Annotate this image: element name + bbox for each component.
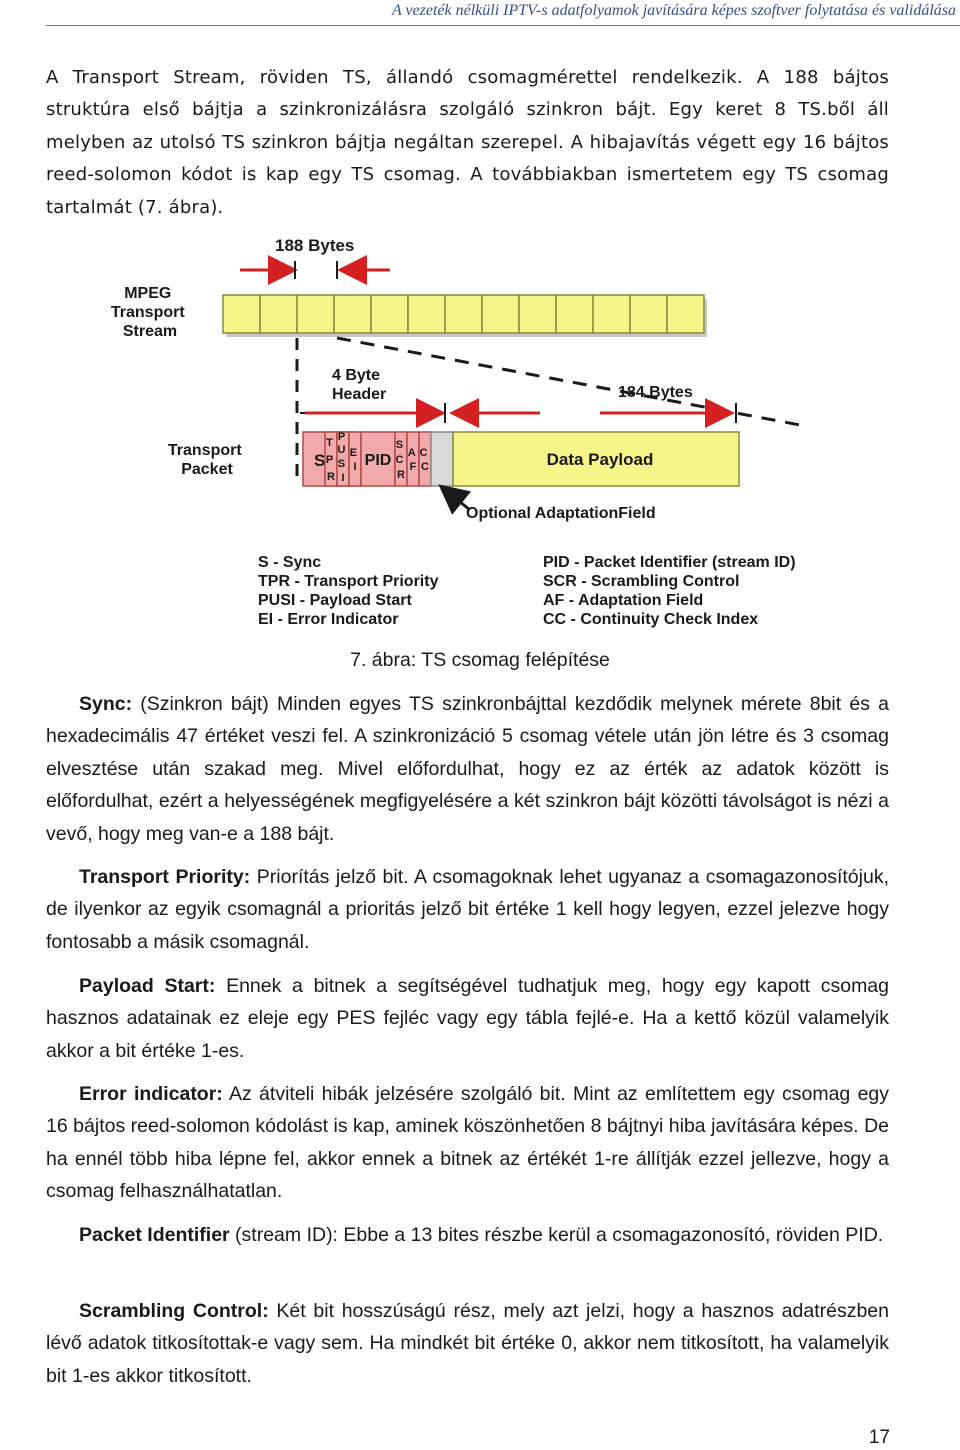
term-transport-priority: Transport Priority:: [79, 866, 251, 888]
stream-cell: [445, 295, 482, 333]
header-rule: [46, 25, 960, 26]
field-pusi-label: P U S I: [337, 431, 346, 484]
field-ei: [349, 432, 361, 486]
label-data-payload: Data Payload: [546, 450, 654, 469]
para-packet-identifier: [46, 1219, 889, 1251]
legend-left: S - Sync TPR - Transport Priority PUSI - Payload Start EI - Error Indicator: [258, 554, 439, 628]
legend-right: PID - Packet Identifier (stream ID) SCR - Scrambling Control AF - Adaptation Field CC - Continuity Check Index: [543, 554, 796, 628]
field-scr-label: S C R: [395, 439, 405, 481]
term-packet-identifier: Packet Identifier: [79, 1224, 230, 1246]
stream-cell: [371, 295, 408, 333]
intro-paragraph: A Transport Stream, röviden TS, állandó csomagmérettel rendelkezik. A 188 bájtos struktúra első bájtja a szinkronizálásra szolgáló szinkron bájt. Egy keret 8 TS.ből áll melyben az utolsó TS szinkron bájtja negáltan szerepel. A hibajavítás végett egy 16 bájtos reed-solomon kódot is kap egy TS csomag. A továbbiakban ismertetem egy TS csomag tartalmát (7. ábra).: [46, 67, 889, 218]
text-payload-start: Ennek a bitnek a segítségével tudhatjuk meg, hogy egy kapott csomag hasznos adatainak ez eleje egy PES fejléc vagy egy tábla fejlé-e. Ha a kettő közül valamelyik akkor a bit értéke 1-es.: [46, 975, 890, 1062]
para-scrambling-control: [46, 1295, 889, 1392]
field-af: [407, 432, 419, 486]
field-cc-label: C C: [419, 447, 429, 473]
text-scrambling-control: Két bit hosszúságú rész, mely azt jelzi, hogy a hasznos adatrészben lévő adatok titkosítottak-e vagy sem. Ha mindkét bit értéke 0, akkor nem titkosított, ha valamelyik bit 1-es akkor titkosított.: [46, 1300, 889, 1387]
term-sync: Sync:: [79, 693, 133, 715]
stream-cell: [556, 295, 593, 333]
field-pid-label: PID: [364, 452, 392, 469]
stream-cells: [223, 295, 707, 337]
stream-cell: [334, 295, 371, 333]
page-number: 17: [868, 1427, 890, 1448]
running-header: A vezeték nélküli IPTV-s adatfolyamok javítására képes szoftver folytatása és validálása: [391, 2, 956, 19]
field-af-label: A F: [407, 447, 417, 473]
text-transport-priority: Priorítás jelző bit. A csomagoknak lehet ugyanaz a csomagazonosítójuk, de ilyenkor az egyik csomagnál a prioritás jelző bit értéke 1 kell hogy legyen, ezzel jelezve hogy fontosabb a másik csomagnál.: [46, 866, 889, 953]
field-s-label: S: [314, 451, 326, 470]
field-cc: [419, 432, 431, 486]
stream-cell: [408, 295, 445, 333]
label-184-bytes: 184 Bytes: [618, 384, 693, 401]
stream-cell: [260, 295, 297, 333]
term-payload-start: Payload Start:: [79, 975, 216, 997]
label-188-bytes: 188 Bytes: [275, 236, 355, 255]
para-payload-start: [46, 970, 889, 1067]
field-tpr-label: T P R: [325, 437, 335, 483]
label-transport-packet: Transport Packet: [167, 442, 242, 478]
field-optional-adaptation: [431, 432, 453, 486]
term-error-indicator: Error indicator:: [79, 1083, 223, 1105]
para-sync: [46, 688, 889, 850]
text-packet-identifier: (stream ID): Ebbe a 13 bites részbe kerül a csomagazonosító, röviden PID.: [229, 1224, 884, 1246]
label-optional-af: Optional AdaptationField: [466, 505, 656, 522]
label-4-byte-header: 4 Byte Header: [332, 367, 387, 403]
stream-cell: [630, 295, 667, 333]
para-transport-priority: [46, 861, 889, 958]
para-error-indicator: [46, 1078, 889, 1208]
ts-packet-diagram: [100, 225, 820, 635]
text-error-indicator: Az átviteli hibák jelzésére szolgáló bit. Mint az említettem egy csomag egy 16 bájtos reed-solomon kódolást is kap, aminek köszönhetően 8 bájtnyi hiba javítására képes. De ha ennél több hiba lépne fel, akkor ennek a bitnek az értékét 1-re állítják ezzel jellezve, hogy a csomag felhasználhatatlan.: [46, 1083, 890, 1203]
stream-cell: [482, 295, 519, 333]
stream-cell: [297, 295, 334, 333]
field-ei-label: E I: [349, 447, 358, 473]
stream-cell: [519, 295, 556, 333]
stream-cell: [667, 295, 704, 333]
term-scrambling-control: Scrambling Control:: [79, 1300, 269, 1322]
text-sync: (Szinkron bájt) Minden egyes TS szinkronbájttal kezdődik melynek mérete 8bit és a hexadecimális 47 értéket veszi fel. A szinkronizáció 5 csomag vétele után jön létre és 3 csomag elvesztése után szakad meg. Mivel előfordulhat, hogy ez az érték az adatok között is előfordulhat, ezért a helyességének megfigyelésére a két szinkron bájt közötti távolságot is nézi a vevő, hogy meg van-e a 188 bájt.: [46, 693, 889, 845]
stream-cell: [593, 295, 630, 333]
figure-caption: 7. ábra: TS csomag felépítése: [350, 649, 610, 671]
label-mpeg-ts: MPEG Transport Stream: [110, 285, 185, 340]
stream-cell: [223, 295, 260, 333]
